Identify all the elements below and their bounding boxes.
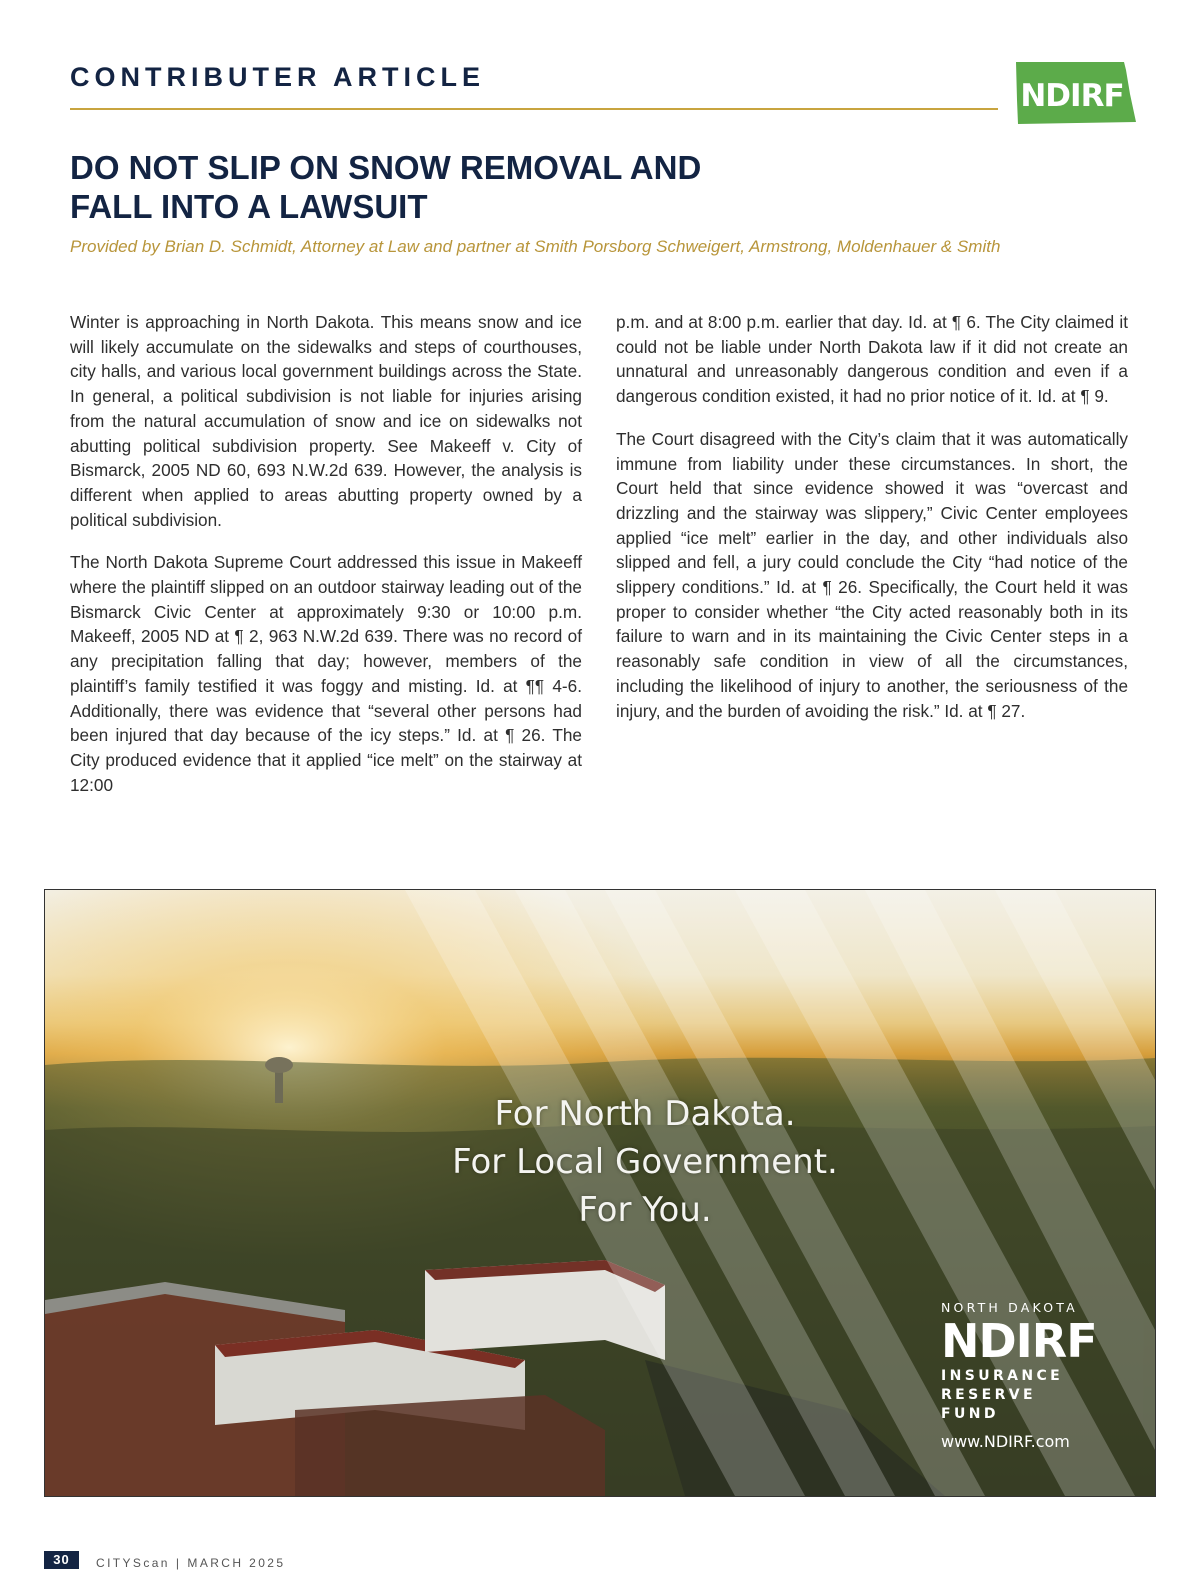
article-left-column bbox=[70, 310, 582, 815]
article-right-column bbox=[616, 310, 1128, 741]
article-title bbox=[70, 148, 850, 226]
ndirf-logo-text: NDIRF bbox=[1020, 78, 1124, 114]
tagline-line: For North Dakota. bbox=[494, 1094, 796, 1134]
footer-text bbox=[96, 1556, 285, 1570]
ad-logo-sub-1: INSURANCE bbox=[941, 1368, 1064, 1384]
title-line-1: DO NOT SLIP ON SNOW REMOVAL AND bbox=[70, 149, 702, 186]
ad-logo-sub-2: RESERVE FUND bbox=[941, 1387, 1036, 1422]
paragraph: Winter is approaching in North Dakota. This means snow and ice will likely accumulate on the sidewalks and steps of courthouses, city halls, and various local government buildings across the State. In general, a political subdivision is not liable for injuries arising from the natural accumulation of snow and ice on sidewalks not abutting political subdivision property. See Makeeff v. City of Bismarck, 2005 ND 60, 693 N.W.2d 639. However, the analysis is different when applied to areas abutting property owned by a political subdivision. bbox=[70, 312, 582, 530]
ad-tagline bbox=[345, 1090, 945, 1234]
paragraph: The Court disagreed with the City’s claim that it was automatically immune from liability under these circumstances. In short, the Court held that since evidence showed it was “overcast and drizzling and the stairway was slippery,” Civic Center employees applied “ice melt” earlier in the day, and other individuals also slipped and fell, a jury could conclude the City “had notice of the slippery conditions.” Id. at ¶ 26. Specifically, the Court held it was proper to consider whether “the City acted reasonably both in its failure to warn and in its maintaining the Civic Center steps in a reasonably safe condition in view of all the circumstances, including the likelihood of injury to another, the seriousness of the injury, and the burden of avoiding the risk.” Id. at ¶ 27. bbox=[616, 428, 1128, 721]
paragraph: The North Dakota Supreme Court addressed this issue in Makeeff where the plaintiff slipped on an outdoor stairway leading out of the Bismarck Civic Center at approximately 9:30 or 10:00 p.m. Makeeff, 2005 ND at ¶ 2, 963 N.W.2d 639. There was no record of any precipitation falling that day; however, members of the plaintiff’s family testified it was foggy and misting. Id. at ¶¶ 4-6. Additionally, there was evidence that “several other persons had been injured that day because of the icy steps.” Id. at ¶ 26. The City produced evidence that it applied “ice melt” on the stairway at 12:00 bbox=[70, 552, 582, 795]
issue-date: MARCH 2025 bbox=[187, 1556, 286, 1570]
ad-website-link[interactable]: www.NDIRF.com bbox=[941, 1432, 1070, 1451]
article-byline: Provided by Brian D. Schmidt, Attorney at Law and partner at Smith Porsborg Schweigert, Armstrong, Moldenhauer & Smith bbox=[70, 237, 1001, 256]
north-dakota-shape-icon bbox=[1012, 60, 1138, 126]
ad-logo bbox=[941, 1300, 1097, 1451]
title-line-2: FALL INTO A LAWSUIT bbox=[70, 188, 428, 225]
footer-separator: | bbox=[175, 1556, 182, 1570]
tagline-line: For You. bbox=[578, 1190, 712, 1230]
tagline-line: For Local Government. bbox=[452, 1142, 838, 1182]
ndirf-logo bbox=[1012, 60, 1138, 126]
publication-name: CITYScan bbox=[96, 1556, 170, 1570]
page-number: 30 bbox=[44, 1551, 79, 1569]
section-label: CONTRIBUTER ARTICLE bbox=[70, 62, 485, 92]
header-rule bbox=[70, 108, 998, 110]
paragraph: p.m. and at 8:00 p.m. earlier that day. Id. at ¶ 6. The City claimed it could not be liable under North Dakota law if it did not create an unnatural and unreasonably dangerous condition and even if a dangerous condition existed, it had no prior notice of it. Id. at ¶ 9. bbox=[616, 312, 1128, 407]
ad-logo-mark: NDIRF bbox=[941, 1314, 1097, 1368]
ndirf-advertisement[interactable] bbox=[44, 889, 1156, 1497]
ad-logo-top: NORTH DAKOTA bbox=[941, 1300, 1078, 1315]
